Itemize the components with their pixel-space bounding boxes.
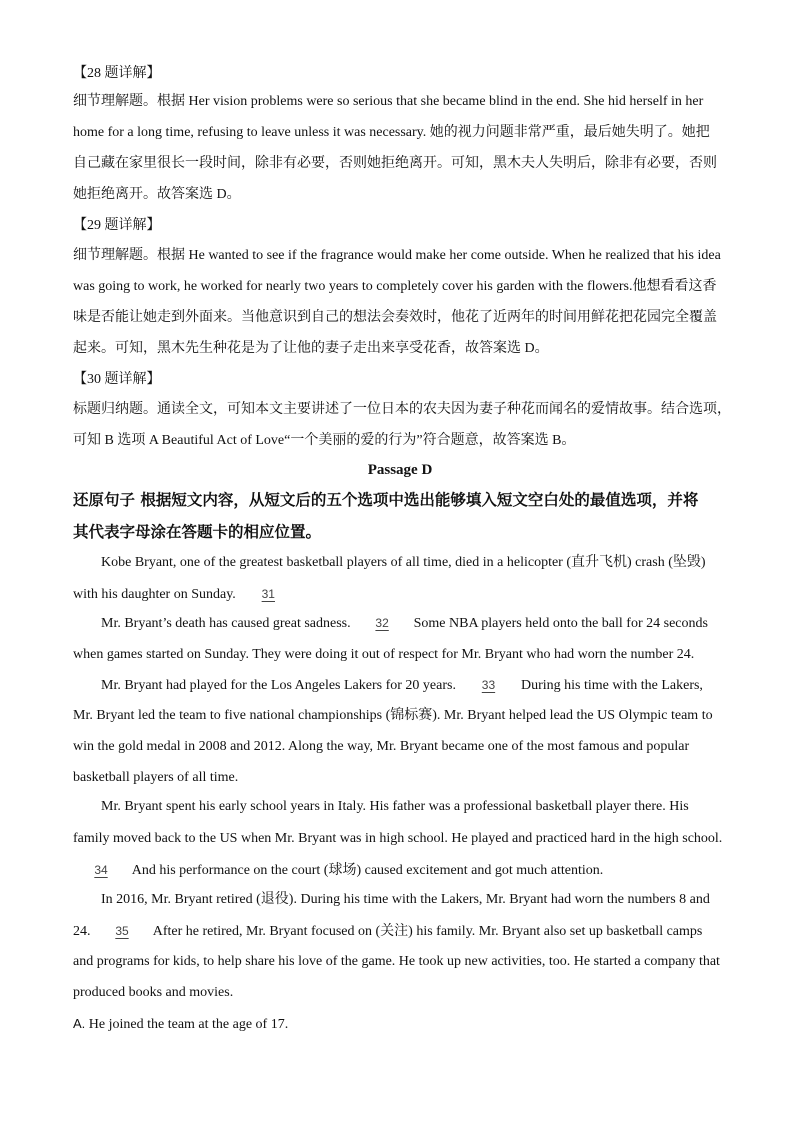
explanation-29-line: 味是否能让她走到外面来。当他意识到自己的想法会奏效时，他花了近两年的时间用鲜花把花园完全覆盖 [73, 310, 717, 325]
blank-31: 31 [261, 587, 275, 601]
paragraph-text: Mr. Bryant’s death has caused great sadness. [101, 616, 355, 631]
explanation-28-line: 自己藏在家里很长一段时间，除非有必要，否则她拒绝离开。可知，黑木夫人失明后，除非有必要，否则 [73, 156, 717, 171]
option-a [73, 1014, 288, 1035]
explanation-29-line: 细节理解题。根据 He wanted to see if the fragrance would make her come outside. When he realized that his idea [73, 248, 721, 263]
blank-35: 35 [115, 924, 129, 938]
explanation-29-line: 起来。可知，黑木先生种花是为了让他的妻子走出来享受花香，故答案选 D。 [73, 341, 549, 356]
paragraph-text: with his daughter on Sunday. [73, 587, 240, 602]
paragraph-line [101, 613, 708, 634]
paragraph-text: And his performance on the court (球场) caused excitement and got much attention. [129, 863, 604, 878]
explanation-28-line: 细节理解题。根据 Her vision problems were so serious that she became blind in the end. She hid herself in her [73, 94, 704, 109]
paragraph-line: and programs for kids, to help share his love of the game. He took up new activities, too. He started a company that [73, 954, 720, 969]
paragraph-text: Mr. Bryant had played for the Los Angeles Lakers for 20 years. [101, 678, 460, 693]
paragraph-line: Mr. Bryant led the team to five national championships (锦标赛). Mr. Bryant helped lead the US Olympic team to [73, 708, 713, 723]
paragraph-line: when games started on Sunday. They were doing it out of respect for Mr. Bryant who had worn the number 24. [73, 647, 695, 662]
paragraph-line: family moved back to the US when Mr. Bryant was in high school. He played and practiced hard in the high school. [73, 831, 723, 846]
paragraph-line [101, 675, 703, 696]
option-text: He joined the team at the age of 17. [88, 1017, 289, 1032]
paragraph-text: During his time with the Lakers, [517, 678, 703, 693]
paragraph-line: basketball players of all time. [73, 770, 239, 785]
paragraph-line: Mr. Bryant spent his early school years in Italy. His father was a professional basketball player there. His [101, 799, 689, 814]
paragraph-line: win the gold medal in 2008 and 2012. Along the way, Mr. Bryant became one of the most famous and popular [73, 739, 690, 754]
blank-32: 32 [375, 616, 389, 630]
explanation-28-line: home for a long time, refusing to leave unless it was necessary. 她的视力问题非常严重，最后她失明了。她把 [73, 125, 710, 140]
explanation-28-line: 她拒绝离开。故答案选 D。 [73, 187, 241, 202]
blank-33: 33 [481, 678, 496, 692]
paragraph-text: 24. [73, 924, 94, 939]
explanation-29-line: was going to work, he worked for nearly two years to completely cover his garden with the flowers.他想看看这香 [73, 279, 717, 294]
explanation-28-heading: 【28 题详解】 [73, 66, 161, 81]
blank-34: 34 [94, 863, 108, 877]
passage-instruction: 还原句子 根据短文内容，从短文后的五个选项中选出能够填入短文空白处的最值选项，并将 [73, 491, 699, 509]
paragraph-line [73, 921, 702, 942]
passage-title: Passage D [367, 462, 433, 478]
paragraph-line: produced books and movies. [73, 985, 234, 1000]
paragraph-text: Some NBA players held onto the ball for 24 seconds [410, 616, 708, 631]
explanation-29-heading: 【29 题详解】 [73, 218, 161, 233]
explanation-30-heading: 【30 题详解】 [73, 372, 161, 387]
option-letter: A. [73, 1016, 86, 1031]
paragraph-line: In 2016, Mr. Bryant retired (退役). During his time with the Lakers, Mr. Bryant had worn the numbers 8 and [101, 892, 710, 907]
paragraph-line [73, 860, 603, 881]
paragraph-text: After he retired, Mr. Bryant focused on (关注) his family. Mr. Bryant also set up basketball camps [150, 924, 703, 939]
paragraph-line: Kobe Bryant, one of the greatest basketball players of all time, died in a helicopter (直升飞机) crash (坠毁) [101, 555, 706, 570]
explanation-30-line: 标题归纳题。通读全文，可知本文主要讲述了一位日本的农夫因为妻子种花而闻名的爱情故事。结合选项， [73, 402, 731, 417]
explanation-30-line: 可知 B 选项 A Beautiful Act of Love“一个美丽的爱的行为”符合题意，故答案选 B。 [73, 433, 576, 448]
paragraph-line [73, 584, 297, 605]
passage-instruction: 其代表字母涂在答题卡的相应位置。 [73, 523, 322, 541]
